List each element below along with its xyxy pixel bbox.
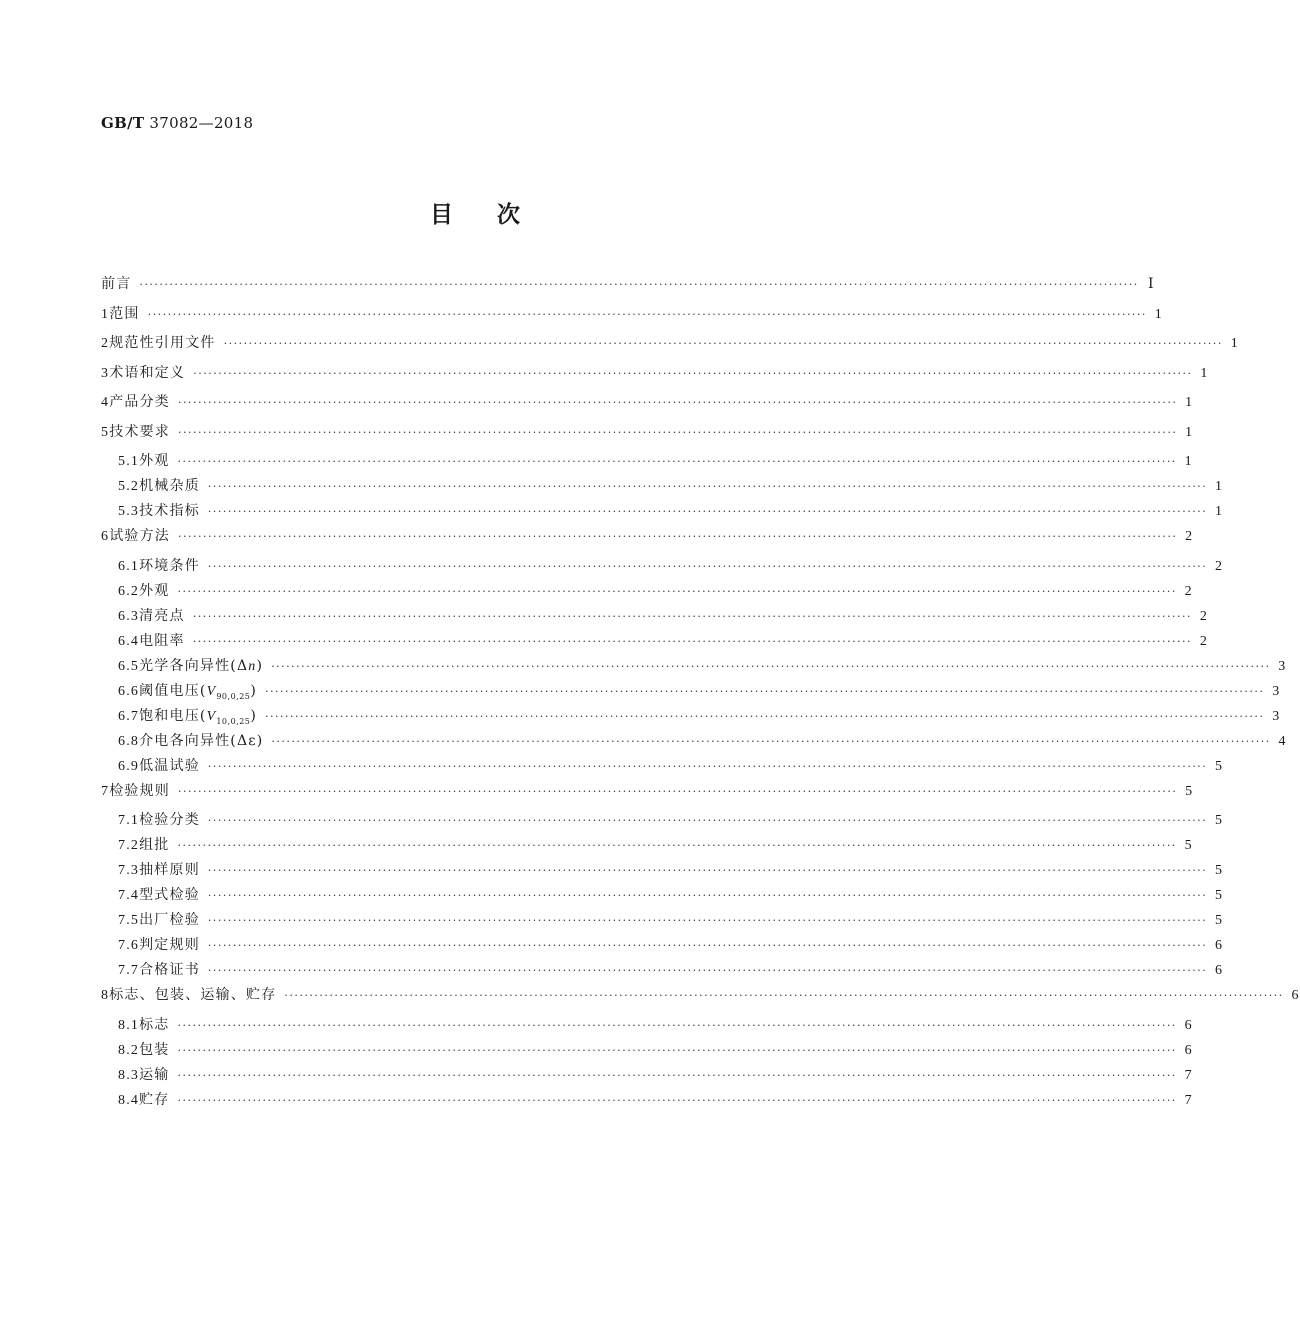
toc-leader-dots: ········································································································································································································ (271, 659, 1271, 673)
toc-page-number: 4 (1278, 733, 1287, 749)
toc-page-number: 5 (1184, 838, 1193, 853)
toc-entry-number: 6.2 (118, 583, 140, 599)
toc-page-number: 5 (1185, 783, 1194, 799)
toc-subsection-row[interactable] (101, 475, 1224, 500)
toc-subsection-row[interactable] (101, 730, 1287, 755)
toc-entry-number: 6.9 (118, 758, 140, 774)
toc-entry-number: 5.2 (118, 479, 140, 494)
toc-section-row[interactable] (101, 780, 1194, 810)
toc-entry-label-close: ) (250, 682, 258, 699)
toc-page-number: 6 (1215, 938, 1224, 953)
toc-leader-dots: ········································································································································································································ (207, 505, 1208, 518)
toc-section-row[interactable] (101, 984, 1300, 1014)
toc-entry-label: 前言 (101, 276, 132, 292)
toc-entry-label: 外观 (139, 453, 170, 469)
toc-page-number: 5 (1215, 863, 1224, 878)
toc-page-number: 1 (1215, 479, 1224, 494)
toc-leader-dots: ········································································································································································································ (178, 425, 1178, 439)
table-of-contents (101, 273, 1300, 1114)
toc-entry-number: 6.4 (118, 633, 140, 649)
toc-leader-dots: ········································································································································································································ (178, 530, 1178, 543)
toc-leader-dots: ········································································································································································································ (177, 1043, 1177, 1057)
toc-entry-number: 7 (101, 783, 110, 799)
toc-entry-label: 标志 (139, 1016, 170, 1033)
toc-entry-number: 8.4 (118, 1092, 140, 1108)
toc-entry-number: 6 (101, 529, 110, 544)
toc-page-number: 1 (1185, 424, 1194, 440)
toc-page-number: 3 (1272, 708, 1281, 724)
toc-leader-dots: ········································································································································································································ (193, 366, 1193, 380)
toc-entry-label: 试验方法 (109, 528, 171, 544)
toc-entry-label-text: 阈值电压( (139, 682, 207, 699)
toc-entry-number: 8 (101, 988, 110, 1003)
toc-subsection-row[interactable] (101, 655, 1287, 680)
toc-entry-label: 术语和定义 (109, 364, 186, 381)
toc-page-number: 5 (1215, 813, 1224, 828)
standard-code-number: 37082—2018 (149, 114, 254, 132)
toc-leader-dots: ········································································································································································································ (207, 964, 1208, 977)
toc-leader-dots: ········································································································································································································ (284, 989, 1284, 1002)
toc-subsection-row[interactable] (101, 555, 1224, 580)
toc-entry-number: 7.1 (118, 813, 140, 828)
toc-entry-label: 贮存 (139, 1091, 170, 1108)
toc-entry-label: 运输 (139, 1066, 170, 1083)
toc-leader-dots: ········································································································································································································ (177, 1018, 1177, 1032)
toc-entry-label: 机械杂质 (139, 478, 200, 494)
toc-subsection-row[interactable] (101, 1014, 1193, 1039)
toc-entry-label: 规范性引用文件 (109, 335, 216, 351)
toc-subsection-row[interactable] (101, 859, 1224, 884)
toc-page-number: 1 (1200, 365, 1209, 381)
toc-leader-dots: ········································································································································································································ (178, 784, 1178, 798)
toc-entry-label: 环境条件 (139, 557, 200, 574)
toc-leader-dots: ········································································································································································································ (207, 939, 1208, 952)
toc-leader-dots: ········································································································································································································ (177, 1093, 1177, 1107)
toc-page-number: 1 (1230, 336, 1239, 351)
toc-leader-dots: ········································································································································································································ (207, 814, 1208, 827)
toc-leader-dots: ········································································································································································································ (207, 889, 1208, 902)
toc-entry-label-close: ) (256, 657, 264, 674)
toc-entry-label-text: 光学各向异性(Δ (139, 657, 249, 674)
toc-entry-number: 6.6 (118, 683, 140, 699)
toc-page-number: 6 (1184, 1042, 1193, 1058)
toc-subsection-row[interactable] (101, 605, 1209, 630)
toc-entry-label (139, 705, 257, 726)
toc-entry-label: 产品分类 (109, 394, 171, 410)
toc-section-row[interactable] (101, 332, 1239, 362)
toc-entry-number: 6.8 (118, 733, 140, 749)
toc-entry-label-subscript: 90,0,25 (216, 691, 251, 701)
toc-entry-label: 型式检验 (139, 887, 200, 903)
toc-entry-label-text: 饱和电压( (139, 707, 207, 724)
toc-entry-number: 6.3 (118, 608, 140, 624)
toc-page-number: 5 (1215, 888, 1224, 903)
toc-leader-dots: ········································································································································································································ (207, 759, 1208, 773)
toc-entry-number: 4 (101, 395, 110, 410)
toc-entry-label: 抽样原则 (139, 862, 200, 878)
toc-entry-label-variable: V (206, 708, 217, 724)
toc-leader-dots: ········································································································································································································ (139, 278, 1139, 291)
toc-subsection-row[interactable] (101, 1089, 1193, 1114)
toc-leader-dots: ········································································································································································································ (207, 914, 1208, 927)
toc-section-row[interactable] (101, 421, 1194, 451)
toc-entry-label: 低温试验 (139, 757, 200, 774)
toc-entry-label: 检验规则 (109, 782, 171, 799)
toc-entry-label: 电阻率 (139, 632, 185, 649)
toc-entry-number: 7.7 (118, 963, 140, 978)
toc-subsection-row[interactable] (101, 580, 1193, 605)
toc-leader-dots: ········································································································································································································ (207, 559, 1208, 573)
toc-entry-label: 判定规则 (139, 937, 200, 953)
toc-subsection-row[interactable] (101, 884, 1224, 909)
toc-page-number: Ⅰ (1148, 277, 1155, 292)
toc-leader-dots: ········································································································································································································ (265, 709, 1265, 723)
toc-entry-label: 出厂检验 (139, 912, 200, 928)
toc-entry-number: 5.3 (118, 504, 140, 519)
toc-page-number: 2 (1184, 583, 1193, 599)
toc-leader-dots: ········································································································································································································ (192, 634, 1193, 648)
toc-leader-dots: ········································································································································································································ (177, 584, 1177, 598)
toc-entry-number: 2 (101, 336, 110, 351)
toc-leader-dots: ········································································································································································································ (223, 337, 1223, 350)
toc-leader-dots: ········································································································································································································ (207, 480, 1208, 493)
toc-page-number: 7 (1184, 1092, 1193, 1108)
toc-page-number: 1 (1215, 504, 1224, 519)
toc-subsection-row[interactable] (101, 755, 1224, 780)
toc-entry-label: 清亮点 (139, 607, 185, 624)
toc-page-number: 1 (1185, 395, 1194, 410)
toc-subsection-row[interactable] (101, 809, 1224, 834)
toc-section-row[interactable] (101, 362, 1209, 392)
toc-subsection-row[interactable] (101, 450, 1193, 475)
toc-entry-number: 3 (101, 365, 110, 381)
toc-page-number: 3 (1272, 683, 1281, 699)
toc-page-number: 1 (1184, 454, 1193, 469)
toc-leader-dots: ········································································································································································································ (178, 396, 1178, 409)
toc-leader-dots: ········································································································································································································ (177, 839, 1177, 852)
toc-entry-number: 7.6 (118, 938, 140, 953)
standard-code (101, 114, 253, 132)
toc-subsection-row[interactable] (101, 909, 1224, 934)
toc-leader-dots: ········································································································································································································ (192, 609, 1193, 623)
toc-leader-dots: ········································································································································································································ (207, 864, 1208, 877)
toc-entry-label-variable: V (206, 683, 217, 699)
toc-leader-dots: ········································································································································································································ (177, 1068, 1177, 1082)
toc-entry-number: 7.4 (118, 888, 140, 903)
toc-entry-number: 5.1 (118, 454, 140, 469)
toc-subsection-row[interactable] (101, 934, 1224, 959)
toc-entry-number: 6.1 (118, 558, 140, 574)
toc-entry-label: 组批 (139, 837, 170, 853)
toc-entry-number: 7.5 (118, 913, 140, 928)
toc-entry-label: 外观 (139, 582, 170, 599)
toc-subsection-row[interactable] (101, 834, 1193, 859)
toc-subsection-row[interactable] (101, 680, 1281, 705)
toc-entry-number: 6.7 (118, 708, 140, 724)
toc-entry-number: 7.3 (118, 863, 140, 878)
toc-entry-label-variable: n (248, 658, 257, 674)
page-title: 目次 (430, 202, 564, 228)
toc-leader-dots: ········································································································································································································ (265, 684, 1265, 698)
toc-subsection-row[interactable] (101, 959, 1224, 984)
toc-entry-label: 介电各向异性(Δε) (139, 732, 264, 749)
toc-entry-label (139, 680, 257, 701)
toc-leader-dots: ········································································································································································································ (177, 455, 1177, 468)
toc-section-row[interactable] (101, 391, 1194, 421)
toc-page-number: 5 (1215, 913, 1224, 928)
toc-leader-dots: ········································································································································································································ (147, 307, 1147, 321)
toc-page-number: 2 (1215, 558, 1224, 574)
toc-subsection-row[interactable] (101, 500, 1224, 525)
toc-entry-number: 1 (101, 306, 110, 322)
toc-entry-label: 标志、包装、运输、贮存 (109, 987, 277, 1003)
toc-page-number: 2 (1199, 633, 1209, 649)
toc-section-row[interactable] (101, 273, 1155, 303)
toc-subsection-row[interactable] (101, 1039, 1193, 1064)
toc-page-number: 5 (1215, 758, 1224, 774)
toc-entry-number: 7.2 (118, 838, 140, 853)
toc-section-row[interactable] (101, 525, 1194, 555)
toc-page-number: 2 (1185, 529, 1194, 544)
toc-leader-dots: ········································································································································································································ (271, 734, 1271, 748)
toc-entry-label: 合格证书 (139, 962, 200, 978)
toc-page-number: 6 (1291, 988, 1300, 1003)
toc-entry-label-close: ) (250, 707, 258, 724)
toc-page-number: 6 (1184, 1017, 1193, 1033)
standard-code-prefix: GB/T (101, 114, 145, 132)
toc-entry-number: 8.3 (118, 1067, 140, 1083)
toc-subsection-row[interactable] (101, 1064, 1193, 1089)
toc-entry-number: 5 (101, 424, 110, 440)
toc-page-number: 2 (1199, 608, 1209, 624)
toc-subsection-row[interactable] (101, 630, 1209, 655)
toc-page-number: 7 (1184, 1067, 1193, 1083)
toc-entry-number: 6.5 (118, 658, 140, 674)
toc-entry-number: 8.1 (118, 1017, 140, 1033)
toc-entry-label: 技术要求 (109, 423, 171, 440)
toc-entry-label: 检验分类 (139, 812, 200, 828)
toc-page-number: 6 (1215, 963, 1224, 978)
toc-entry-label: 包装 (139, 1041, 170, 1058)
toc-entry-label: 范围 (109, 305, 140, 322)
toc-entry-number: 8.2 (118, 1042, 140, 1058)
toc-entry-label: 技术指标 (139, 503, 200, 519)
toc-section-row[interactable] (101, 303, 1163, 333)
toc-subsection-row[interactable] (101, 705, 1281, 730)
toc-entry-label (139, 655, 263, 675)
toc-page-number: 1 (1154, 306, 1163, 322)
toc-page-number: 3 (1278, 658, 1287, 674)
toc-entry-label-subscript: 10,0,25 (216, 716, 251, 726)
